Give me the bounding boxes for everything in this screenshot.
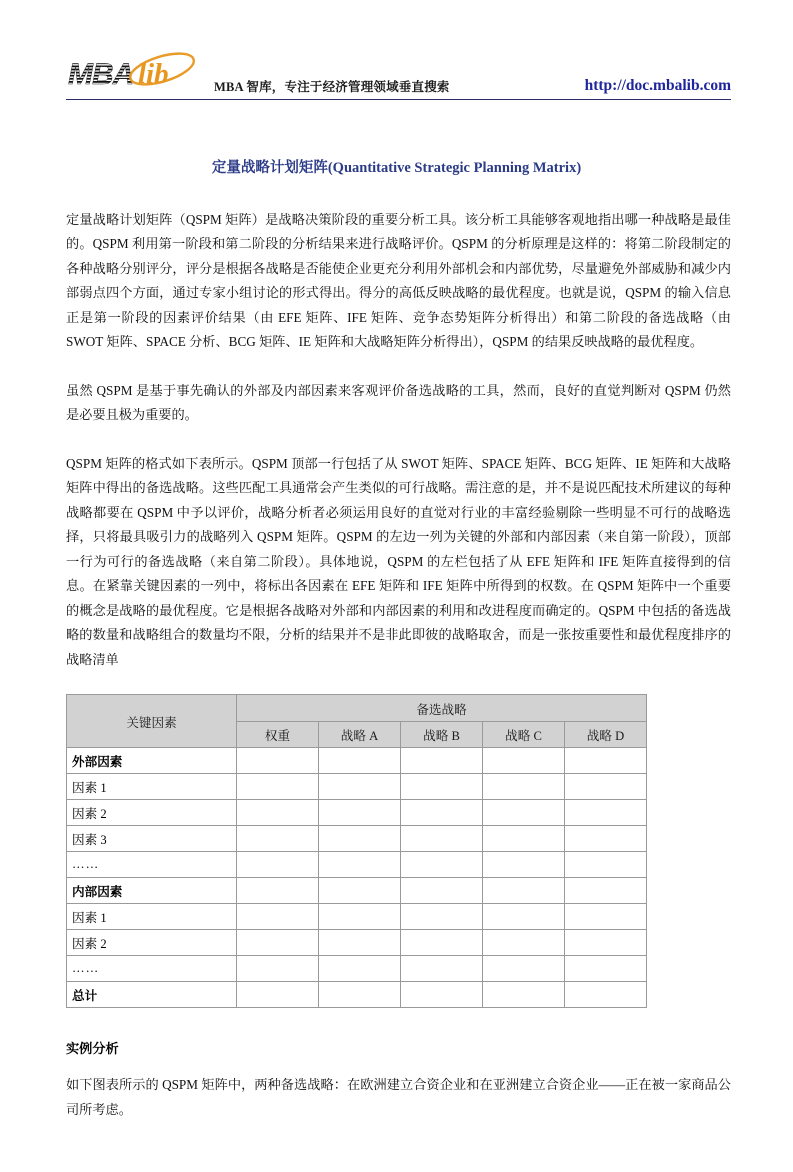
table-cell bbox=[565, 930, 647, 956]
table-cell bbox=[319, 904, 401, 930]
row-factor-label: …… bbox=[67, 956, 237, 982]
document-page bbox=[0, 50, 793, 1172]
table-header-row-1 bbox=[67, 695, 647, 722]
mbalib-logo-icon bbox=[66, 50, 226, 96]
row-factor-label: 因素 1 bbox=[67, 904, 237, 930]
table-cell bbox=[237, 800, 319, 826]
table-cell bbox=[483, 878, 565, 904]
table-row bbox=[67, 748, 647, 774]
table-cell bbox=[401, 956, 483, 982]
table-cell bbox=[237, 748, 319, 774]
table-cell bbox=[483, 956, 565, 982]
table-row bbox=[67, 930, 647, 956]
table-cell bbox=[483, 904, 565, 930]
table-cell bbox=[401, 826, 483, 852]
table-cell bbox=[319, 748, 401, 774]
table-row bbox=[67, 774, 647, 800]
page-header bbox=[66, 50, 731, 112]
table-cell bbox=[483, 800, 565, 826]
qspm-matrix-table bbox=[66, 694, 647, 1008]
table-cell bbox=[483, 930, 565, 956]
column-header-strategy-c: 战略 C bbox=[483, 721, 565, 748]
table-cell bbox=[319, 852, 401, 878]
section-heading-case-study: 实例分析 bbox=[66, 1041, 119, 1057]
table-cell bbox=[237, 904, 319, 930]
table-cell bbox=[565, 774, 647, 800]
table-cell bbox=[401, 774, 483, 800]
table-row bbox=[67, 878, 647, 904]
header-url-link[interactable]: http://doc.mbalib.com bbox=[584, 77, 731, 94]
table-cell bbox=[565, 852, 647, 878]
row-group-label: 总计 bbox=[67, 982, 237, 1008]
table-cell bbox=[237, 878, 319, 904]
table-cell bbox=[319, 956, 401, 982]
svg-text:MBA: MBA bbox=[68, 58, 134, 91]
table-cell bbox=[237, 982, 319, 1008]
table-cell bbox=[237, 826, 319, 852]
column-header-strategy-b: 战略 B bbox=[401, 721, 483, 748]
document-content bbox=[66, 178, 731, 1123]
table-row bbox=[67, 982, 647, 1008]
table-cell bbox=[483, 826, 565, 852]
table-cell bbox=[401, 800, 483, 826]
paragraph-2: 虽然 QSPM 是基于事先确认的外部及内部因素来客观评价备选战略的工具，然而，良好的直觉判断对 QSPM 仍然是必要且极为重要的。 bbox=[66, 382, 731, 423]
table-row bbox=[67, 904, 647, 930]
table-cell bbox=[483, 982, 565, 1008]
table-cell bbox=[237, 852, 319, 878]
table-cell bbox=[319, 826, 401, 852]
table-cell bbox=[565, 956, 647, 982]
row-group-label: 内部因素 bbox=[67, 878, 237, 904]
table-row bbox=[67, 956, 647, 982]
column-header-strategy-d: 战略 D bbox=[565, 721, 647, 748]
mbalib-logo[interactable] bbox=[66, 50, 226, 96]
header-tagline: MBA 智库，专注于经济管理领域垂直搜索 bbox=[214, 80, 450, 94]
table-cell bbox=[401, 982, 483, 1008]
row-factor-label: 因素 1 bbox=[67, 774, 237, 800]
paragraph-3: QSPM 矩阵的格式如下表所示。QSPM 顶部一行包括了从 SWOT 矩阵、SPACE 矩阵、BCG 矩阵、IE 矩阵和大战略矩阵中得出的备选战略。这些匹配工具通常会产生类似的可行战略。需注意的是，并不是说匹配技术所建议的每种战略都要在 QSPM 中予以评价，战略分析者必须运用良好的直觉对行业的丰富经验剔除一些明显不可行的战略选择，只将最具吸引力的战略列入 QSPM 矩阵。QSPM 的左边一列为关键的外部和内部因素（来自第一阶段），顶部一行为可行的备选战略（来自第二阶段）。具体地说，QSPM 的左栏包括了从 EFE 矩阵和 IFE 矩阵直接得到的信息。在紧靠关键因素的一列中，将标出各因素在 EFE 矩阵和 IFE 矩阵中所得到的权数。在 QSPM 矩阵中一个重要的概念是战略的最优程度。它是根据各战略对外部和内部因素的利用和改进程度而确定的。QSPM 中包括的备选战略的数量和战略组合的数量均不限，分析的结果并不是非此即彼的战略取舍，而是一张按重要性和最优程度排序的战略清单 bbox=[66, 455, 731, 667]
row-factor-label: 因素 2 bbox=[67, 800, 237, 826]
table-cell bbox=[401, 748, 483, 774]
row-factor-label: 因素 3 bbox=[67, 826, 237, 852]
table-cell bbox=[401, 878, 483, 904]
table-cell bbox=[237, 930, 319, 956]
column-header-strategy-a: 战略 A bbox=[319, 721, 401, 748]
table-cell bbox=[319, 930, 401, 956]
table-header bbox=[67, 695, 647, 748]
column-header-alternatives: 备选战略 bbox=[237, 695, 647, 722]
header-divider bbox=[66, 99, 731, 100]
table-cell bbox=[565, 904, 647, 930]
table-row bbox=[67, 852, 647, 878]
svg-text:lib: lib bbox=[138, 58, 169, 90]
column-header-key-factor: 关键因素 bbox=[67, 695, 237, 748]
row-factor-label: …… bbox=[67, 852, 237, 878]
paragraph-4: 如下图表所示的 QSPM 矩阵中，两种备选战略：在欧洲建立合资企业和在亚洲建立合资企业——正在被一家商品公司所考虑。 bbox=[66, 1077, 731, 1117]
table-cell bbox=[237, 956, 319, 982]
table-cell bbox=[483, 852, 565, 878]
table-cell bbox=[565, 826, 647, 852]
row-group-label: 外部因素 bbox=[67, 748, 237, 774]
table-cell bbox=[319, 982, 401, 1008]
table-cell bbox=[565, 800, 647, 826]
table-cell bbox=[319, 774, 401, 800]
table-cell bbox=[483, 748, 565, 774]
table-cell bbox=[401, 904, 483, 930]
table-cell bbox=[401, 852, 483, 878]
row-factor-label: 因素 2 bbox=[67, 930, 237, 956]
table-cell bbox=[237, 774, 319, 800]
table-cell bbox=[319, 800, 401, 826]
column-header-weight: 权重 bbox=[237, 721, 319, 748]
page-title: 定量战略计划矩阵(Quantitative Strategic Planning Matrix) bbox=[211, 160, 582, 176]
table-row bbox=[67, 826, 647, 852]
table-cell bbox=[401, 930, 483, 956]
table-cell bbox=[319, 878, 401, 904]
table-body bbox=[67, 748, 647, 1008]
table-cell bbox=[565, 878, 647, 904]
table-cell bbox=[565, 748, 647, 774]
paragraph-1: 定量战略计划矩阵（QSPM 矩阵）是战略决策阶段的重要分析工具。该分析工具能够客观地指出哪一种战略是最佳的。QSPM 利用第一阶段和第二阶段的分析结果来进行战略评价。QSPM 的分析原理是这样的：将第二阶段制定的各种战略分别评分，评分是根据各战略是否能使企业更充分利用外部机会和内部优势，尽量避免外部威胁和减少内部弱点四个方面，通过专家小组讨论的形式得出。得分的高低反映战略的最优程度。也就是说，QSPM 的输入信息正是第一阶段的因素评价结果（由 EFE 矩阵、IFE 矩阵、竞争态势矩阵分析得出）和第二阶段的备选战略（由 SWOT 矩阵、SPACE 分析、BCG 矩阵、IE 矩阵和大战略矩阵分析得出），QSPM 的结果反映战略的最优程度。 bbox=[66, 211, 731, 350]
table-cell bbox=[565, 982, 647, 1008]
table-row bbox=[67, 800, 647, 826]
table-cell bbox=[483, 774, 565, 800]
